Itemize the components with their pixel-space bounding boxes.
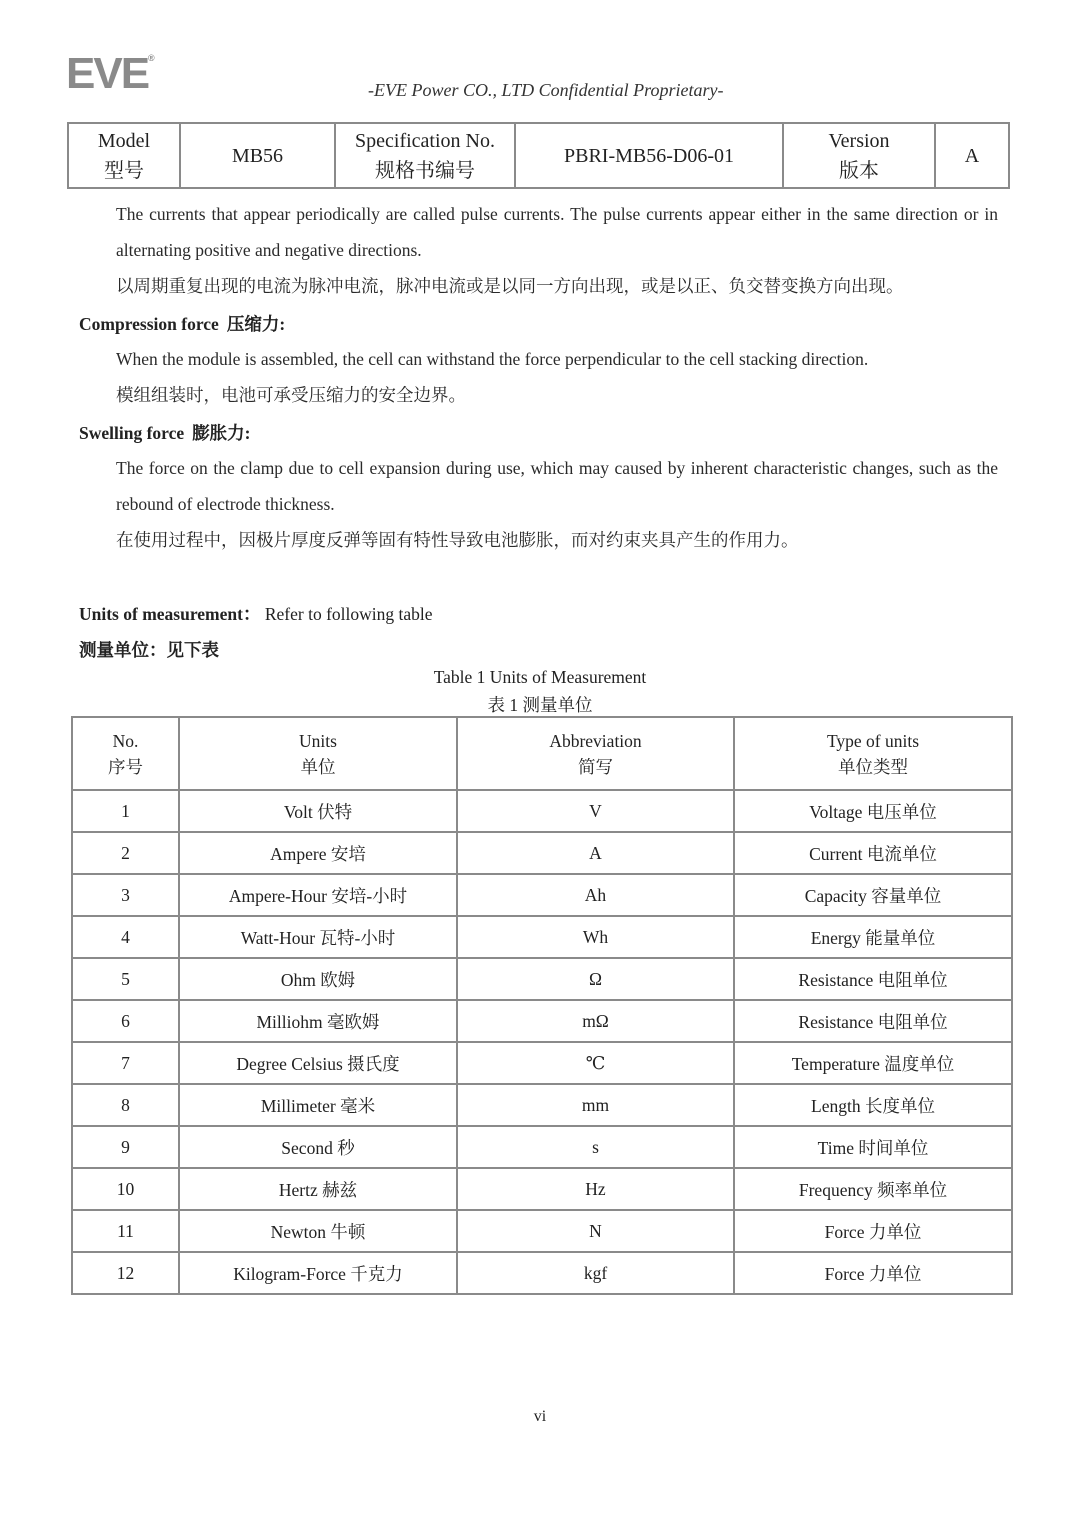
cell-abbreviation: A (457, 832, 734, 874)
col-header-abbreviation (457, 717, 734, 790)
cell-abbreviation: Ω (457, 958, 734, 1000)
table-row (72, 1210, 1012, 1252)
cell-type: Temperature 温度单位 (734, 1042, 1012, 1084)
table-row (72, 874, 1012, 916)
pulse-paragraph-cn: 以周期重复出现的电流为脉冲电流，脉冲电流或是以同一方向出现，或是以正、负交替变换方向出现。 (116, 276, 904, 296)
col-header-units (179, 717, 457, 790)
confidential-notice: -EVE Power CO., LTD Confidential Proprietary- (368, 80, 724, 100)
cell-no: 4 (72, 916, 179, 958)
cell-abbreviation: Ah (457, 874, 734, 916)
swelling-heading (79, 420, 250, 445)
col-header-no-cn: 序号 (108, 756, 143, 777)
pulse-paragraph-en: The currents that appear periodically are called pulse currents. The pulse currents appear either in the same direction or in alternating positive and negative directions. (116, 204, 998, 260)
compression-paragraph-en: When the module is assembled, the cell can withstand the force perpendicular to the cell stacking direction. (116, 349, 869, 369)
cell-unit: Watt-Hour 瓦特-小时 (179, 916, 457, 958)
cell-type: Voltage 电压单位 (734, 790, 1012, 832)
version-label (783, 123, 935, 188)
cell-no: 6 (72, 1000, 179, 1042)
cell-unit: Millimeter 毫米 (179, 1084, 457, 1126)
registered-mark: ® (148, 53, 155, 63)
cell-type: Resistance 电阻单位 (734, 958, 1012, 1000)
cell-abbreviation: V (457, 790, 734, 832)
col-header-type-cn: 单位类型 (838, 756, 908, 777)
units-heading-en: Units of measurement： (79, 604, 261, 624)
swelling-heading-en: Swelling force (79, 423, 185, 443)
cell-unit: Volt 伏特 (179, 790, 457, 832)
swelling-heading-cn: 膨胀力: (192, 423, 251, 443)
logo-text: EVE (66, 49, 149, 98)
table-row (72, 1168, 1012, 1210)
cell-unit: Ohm 欧姆 (179, 958, 457, 1000)
compression-paragraph-cn: 模组组装时，电池可承受压缩力的安全边界。 (116, 385, 466, 405)
spec-no-value: PBRI-MB56-D06-01 (515, 123, 783, 188)
spec-no-label (335, 123, 515, 188)
cell-unit: Degree Celsius 摄氏度 (179, 1042, 457, 1084)
cell-type: Length 长度单位 (734, 1084, 1012, 1126)
units-table (71, 716, 1013, 1295)
model-value: MB56 (180, 123, 335, 188)
version-label-en: Version (828, 129, 890, 152)
compression-heading-cn: 压缩力: (226, 314, 286, 334)
cell-abbreviation: mm (457, 1084, 734, 1126)
cell-type: Energy 能量单位 (734, 916, 1012, 958)
page-number: vi (533, 1408, 547, 1425)
cell-abbreviation: ℃ (457, 1042, 734, 1084)
spec-no-label-cn: 规格书编号 (375, 159, 475, 182)
spec-header-table (67, 122, 1010, 189)
cell-abbreviation: Wh (457, 916, 734, 958)
cell-no: 7 (72, 1042, 179, 1084)
units-heading (79, 601, 433, 626)
table-caption-cn: 表 1 测量单位 (487, 695, 593, 715)
col-header-units-cn: 单位 (300, 756, 336, 777)
table-row (72, 1252, 1012, 1294)
cell-type: Force 力单位 (734, 1210, 1012, 1252)
swelling-paragraph-en: The force on the clamp due to cell expansion during use, which may caused by inherent characteristic changes, such as the rebound of electrode thickness. (116, 458, 998, 514)
units-heading-cn: 测量单位：见下表 (79, 640, 219, 660)
cell-type: Resistance 电阻单位 (734, 1000, 1012, 1042)
cell-type: Time 时间单位 (734, 1126, 1012, 1168)
spec-no-label-en: Specification No. (355, 129, 495, 152)
cell-no: 1 (72, 790, 179, 832)
table-row (72, 916, 1012, 958)
cell-unit: Second 秒 (179, 1126, 457, 1168)
company-logo (66, 49, 155, 98)
version-label-cn: 版本 (839, 159, 879, 182)
col-header-no (72, 717, 179, 790)
cell-unit: Milliohm 毫欧姆 (179, 1000, 457, 1042)
cell-type: Current 电流单位 (734, 832, 1012, 874)
cell-abbreviation: s (457, 1126, 734, 1168)
col-header-abbreviation-en: Abbreviation (549, 730, 642, 751)
cell-abbreviation: Hz (457, 1168, 734, 1210)
cell-no: 9 (72, 1126, 179, 1168)
cell-no: 11 (72, 1210, 179, 1252)
units-heading-rest: Refer to following table (264, 604, 433, 624)
table-row (72, 1042, 1012, 1084)
swelling-paragraph-cn: 在使用过程中，因极片厚度反弹等固有特性导致电池膨胀，而对约束夹具产生的作用力。 (116, 530, 799, 550)
model-label (68, 123, 180, 188)
cell-no: 2 (72, 832, 179, 874)
cell-no: 3 (72, 874, 179, 916)
compression-heading-en: Compression force (79, 314, 219, 334)
cell-unit: Kilogram-Force 千克力 (179, 1252, 457, 1294)
table-row (72, 1126, 1012, 1168)
col-header-no-en: No. (112, 730, 139, 751)
cell-type: Force 力单位 (734, 1252, 1012, 1294)
col-header-abbreviation-cn: 简写 (578, 756, 613, 777)
compression-heading (79, 311, 285, 336)
cell-unit: Newton 牛顿 (179, 1210, 457, 1252)
col-header-type-en: Type of units (826, 730, 920, 751)
table-row (72, 958, 1012, 1000)
table-row (72, 790, 1012, 832)
table-row (72, 1084, 1012, 1126)
cell-unit: Ampere-Hour 安培-小时 (179, 874, 457, 916)
cell-type: Capacity 容量单位 (734, 874, 1012, 916)
table-caption-en: Table 1 Units of Measurement (433, 667, 647, 687)
cell-abbreviation: N (457, 1210, 734, 1252)
units-table-header-row (72, 717, 1012, 790)
cell-unit: Hertz 赫兹 (179, 1168, 457, 1210)
cell-type: Frequency 频率单位 (734, 1168, 1012, 1210)
version-value: A (935, 123, 1009, 188)
model-label-cn: 型号 (104, 159, 144, 182)
cell-no: 12 (72, 1252, 179, 1294)
cell-abbreviation: kgf (457, 1252, 734, 1294)
col-header-type (734, 717, 1012, 790)
col-header-units-en: Units (299, 730, 337, 751)
table-row (72, 832, 1012, 874)
cell-no: 5 (72, 958, 179, 1000)
cell-unit: Ampere 安培 (179, 832, 457, 874)
model-label-en: Model (97, 129, 151, 152)
cell-no: 10 (72, 1168, 179, 1210)
cell-no: 8 (72, 1084, 179, 1126)
cell-abbreviation: mΩ (457, 1000, 734, 1042)
table-row (72, 1000, 1012, 1042)
